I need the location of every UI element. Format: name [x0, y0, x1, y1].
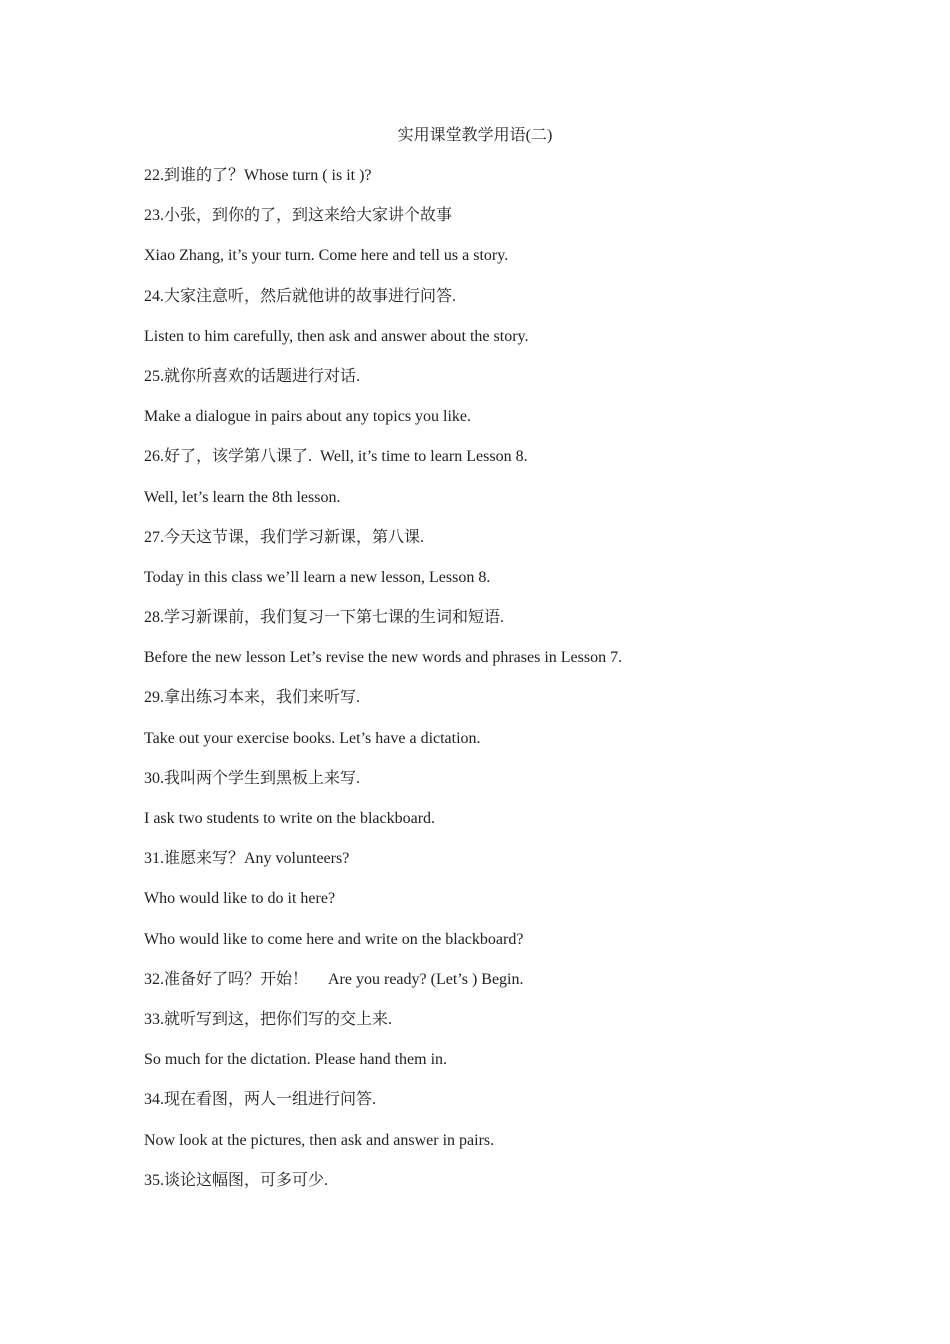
text-line: 33.就听写到这，把你们写的交上来. — [144, 1010, 393, 1028]
text-line: 25.就你所喜欢的话题进行对话. — [144, 367, 361, 385]
text-line: Today in this class we’ll learn a new lesson, Lesson 8. — [144, 568, 491, 586]
text-line: 26.好了，该学第八课了. Well, it’s time to learn Lesson 8. — [144, 448, 528, 466]
text-line: 32.准备好了吗？开始！ Are you ready? (Let’s ) Begin. — [144, 970, 524, 988]
text-line: 28.学习新课前，我们复习一下第七课的生词和短语. — [144, 609, 505, 627]
text-line: 24.大家注意听，然后就他讲的故事进行问答. — [144, 287, 457, 305]
text-line: Take out your exercise books. Let’s have a dictation. — [144, 729, 481, 747]
text-line: Before the new lesson Let’s revise the new words and phrases in Lesson 7. — [144, 649, 623, 667]
phrase-list — [144, 165, 864, 1210]
text-line: Make a dialogue in pairs about any topics you like. — [144, 408, 472, 426]
text-line: I ask two students to write on the blackboard. — [144, 810, 436, 827]
text-line: Who would like to come here and write on the blackboard? — [144, 930, 524, 948]
text-line: 30.我叫两个学生到黑板上来写. — [144, 769, 361, 787]
text-line: 34.现在看图，两人一组进行问答. — [144, 1091, 377, 1109]
text-line: Xiao Zhang, it’s your turn. Come here and tell us a story. — [144, 247, 509, 265]
text-line: So much for the dictation. Please hand them in. — [144, 1051, 448, 1069]
text-line: Well, let’s learn the 8th lesson. — [144, 488, 341, 506]
page-title: 实用课堂教学用语(二) — [397, 127, 553, 144]
text-line: 35.谈论这幅图，可多可少. — [144, 1171, 329, 1189]
text-line: 31.谁愿来写？Any volunteers? — [144, 850, 350, 868]
text-line: 23.小张，到你的了，到这来给大家讲个故事 — [144, 207, 453, 225]
text-line: 29.拿出练习本来，我们来听写. — [144, 689, 361, 707]
text-line: Listen to him carefully, then ask and answer about the story. — [144, 327, 529, 345]
text-line: 27.今天这节课，我们学习新课，第八课. — [144, 528, 425, 546]
text-line: Now look at the pictures, then ask and answer in pairs. — [144, 1131, 495, 1149]
text-line: Who would like to do it here? — [144, 890, 336, 908]
text-line: 22.到谁的了？Whose turn ( is it )? — [144, 167, 372, 184]
